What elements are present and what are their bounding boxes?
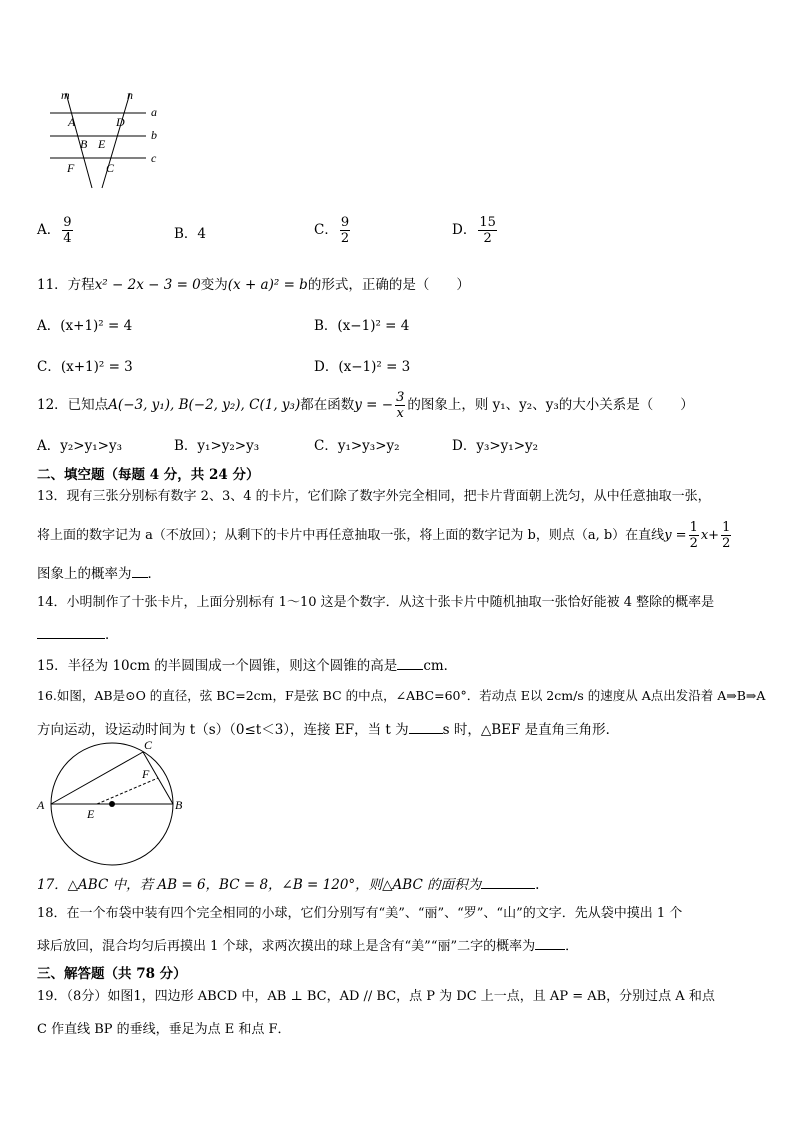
q13-line1: 13．现有三张分别标有数字 2、3、4 的卡片，它们除了数字外完全相同，把卡片背面朝上洗匀，从中任意抽取一张， xyxy=(37,489,711,504)
point-F-label: F xyxy=(142,767,150,781)
q10-option-c: C． $\frac{9}{2}$ xyxy=(314,215,350,246)
q13-line2: 将上面的数字记为 a（不放回）；从剩下的卡片中再任意抽取一张，将上面的数字记为 b，则点（a, b）在直线y = $\frac{1}{2}$ x+ $\frac{1}{2}$ xyxy=(37,520,731,551)
q15-answer-blank[interactable] xyxy=(397,655,423,670)
q13-answer-blank[interactable] xyxy=(132,563,148,578)
q10-option-d: D． $\frac{15}{2}$ xyxy=(452,215,496,246)
line-m-label: m xyxy=(61,88,70,102)
q18-line2: 球后放回，混合均匀后再摸出 1 个球，求两次摸出的球上是含有“美”“丽”二字的概率为 ． xyxy=(37,935,578,956)
q12-option-a: A．y₂>y₁>y₃ xyxy=(37,438,122,454)
q11-option-c: C．(x+1)² = 3 xyxy=(37,359,133,375)
point-B-label: B xyxy=(175,798,183,812)
q12-option-b: B．y₁>y₂>y₃ xyxy=(174,438,260,454)
q11-option-d: D．(x−1)² = 3 xyxy=(314,359,411,375)
q17: 17．△ABC 中，若 AB = 6，BC = 8，∠B = 120°，则△ABC 的面积为 . xyxy=(37,874,539,894)
q10-option-a: A． $\frac{9}{4}$ xyxy=(37,215,72,246)
q14-line2: ． xyxy=(37,624,119,644)
q16-answer-blank[interactable] xyxy=(409,719,443,734)
angle-A-label: A xyxy=(68,115,76,129)
parallel-lines-figure xyxy=(40,86,170,198)
q15: 15．半径为 10cm 的半圆围成一个圆锥，则这个圆锥的高是 cm． xyxy=(37,655,457,675)
q12-option-d: D．y₃>y₁>y₂ xyxy=(452,438,539,454)
q12-option-c: C．y₁>y₃>y₂ xyxy=(314,438,400,454)
q16-line2: 方向运动，设运动时间为 t（s）（0≤t＜3），连接 EF，当 t 为 s 时，△BEF 是直角三角形． xyxy=(37,719,619,739)
q16-line1: 16.如图，AB是⊙O 的直径，弦 BC=2cm，F是弦 BC 的中点，∠ABC=60°．若动点 E以 2cm/s 的速度从 A点出发沿着 A⇒B⇒A xyxy=(37,688,766,703)
q14-answer-blank[interactable] xyxy=(37,624,105,639)
line-a-label: a xyxy=(151,105,157,119)
point-A-label: A xyxy=(37,798,45,812)
angle-F-label: F xyxy=(67,161,75,175)
angle-D-label: D xyxy=(116,115,125,129)
q11-stem: 11．方程x² − 2x − 3 = 0变为(x + a)² = b的形式，正确的是（ ） xyxy=(37,277,470,293)
line-n-label: n xyxy=(127,88,133,102)
q11-option-a: A．(x+1)² = 4 xyxy=(37,318,133,334)
q18-answer-blank[interactable] xyxy=(535,935,565,950)
q10-option-b: B．4 xyxy=(174,226,207,242)
angle-E-label: E xyxy=(98,137,106,151)
line-c-label: c xyxy=(151,151,157,165)
angle-B-label: B xyxy=(80,137,88,151)
point-C-label: C xyxy=(144,738,153,752)
q17-answer-blank[interactable] xyxy=(481,874,535,889)
circle-figure xyxy=(34,738,194,868)
section-3-heading: 三、解答题（共 78 分） xyxy=(37,966,187,982)
q12-stem: 12．已知点A(−3, y₁), B(−2, y₂), C(1, y₃)都在函数y = − $\frac{3}{x}$ 的图象上，则 y₁、y₂、y₃的大小关系是（ ） xyxy=(37,390,694,421)
q19-line2: C 作直线 BP 的垂线，垂足为点 E 和点 F． xyxy=(37,1022,291,1037)
point-E-label: E xyxy=(87,807,95,821)
q13-line3: 图象上的概率为 ． xyxy=(37,563,161,583)
q11-option-b: B．(x−1)² = 4 xyxy=(314,318,410,334)
q19-line1: 19．（8分）如图1，四边形 ABCD 中，AB ⊥ BC，AD // BC，点 P 为 DC 上一点，且 AP = AB，分别过点 A 和点 xyxy=(37,989,715,1004)
section-2-heading: 二、填空题（每题 4 分，共 24 分） xyxy=(37,467,260,483)
angle-C-label: C xyxy=(106,161,115,175)
q18-line1: 18．在一个布袋中装有四个完全相同的小球，它们分别写有“美”、“丽”、“罗”、“山”的文字．先从袋中摸出 1 个 xyxy=(37,906,683,921)
q14-line1: 14．小明制作了十张卡片，上面分别标有 1～10 这是个数字．从这十张卡片中随机抽取一张恰好能被 4 整除的概率是 xyxy=(37,595,715,610)
line-b-label: b xyxy=(151,128,157,142)
